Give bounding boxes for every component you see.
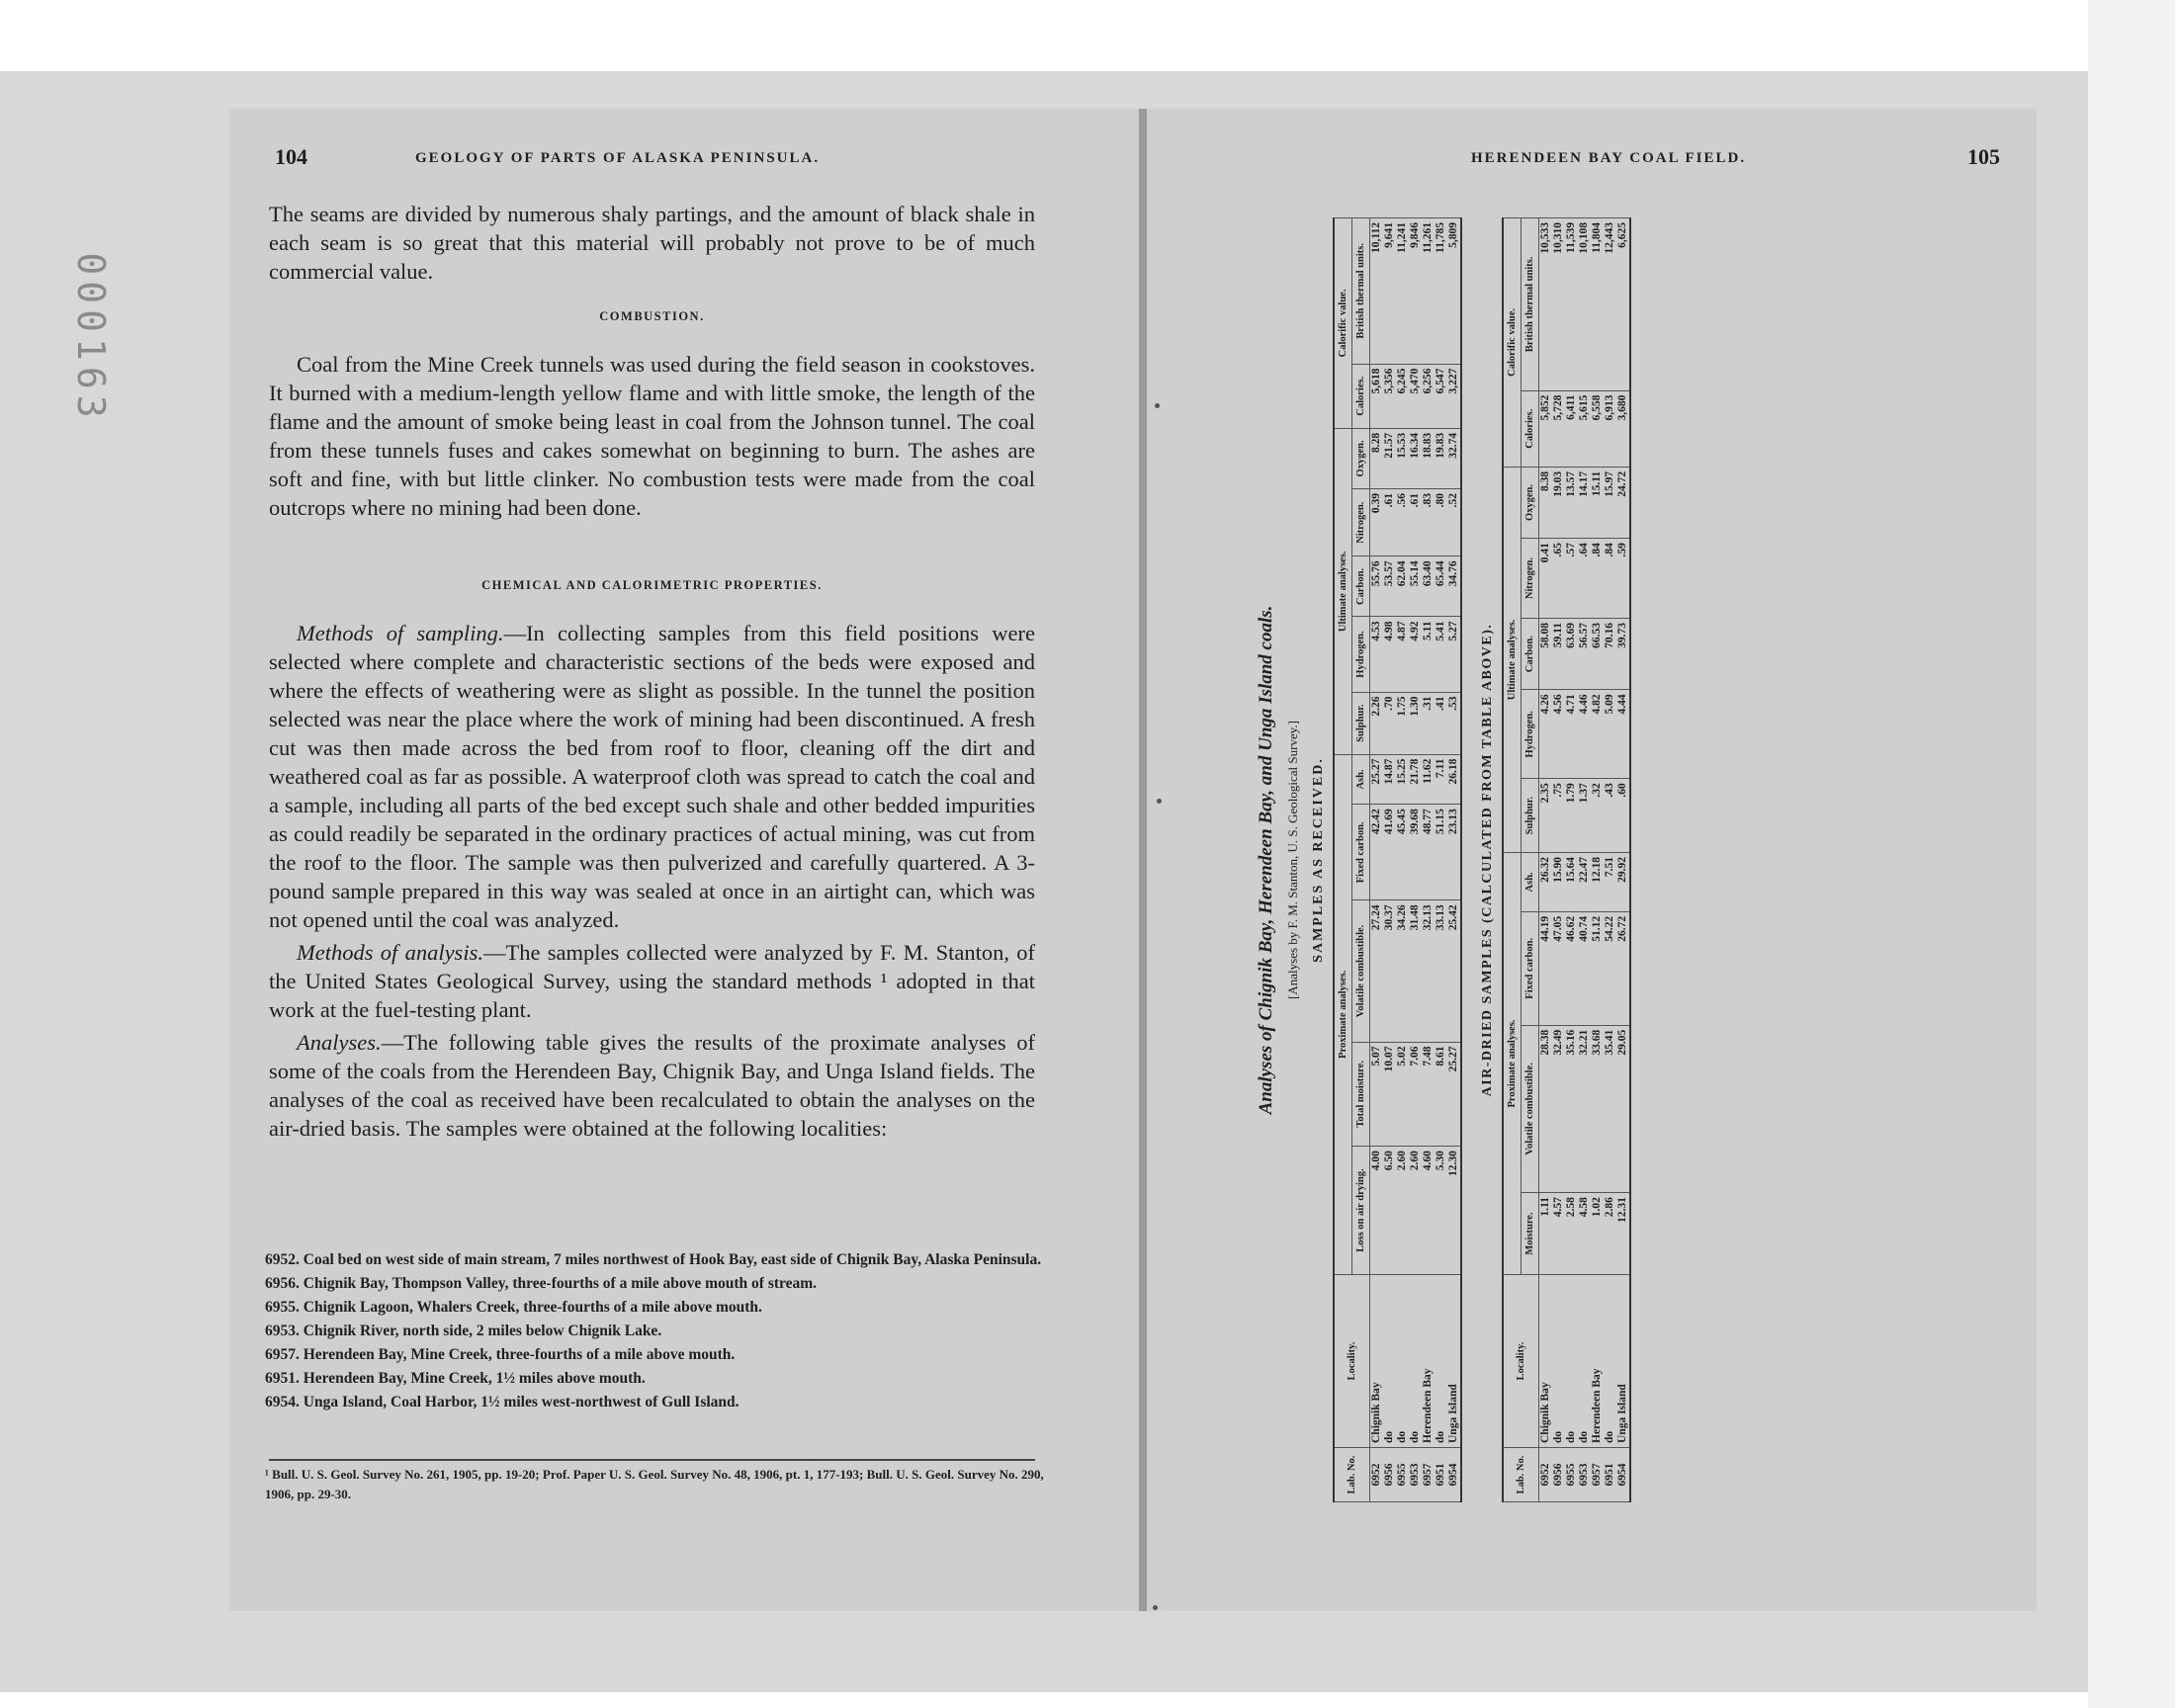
value-cell: 40.74	[1578, 911, 1591, 1025]
value-cell: 14.17	[1578, 467, 1591, 538]
value-cell: 66.53	[1591, 619, 1604, 690]
table-row	[1591, 218, 1604, 1502]
value-cell: 32.49	[1552, 1025, 1565, 1192]
analyses-text: —The following table gives the results of the proximate analyses of some of the coals from the Herendeen Bay, Chignik Bay, and Unga Island fields. The analyses of the coal as received have been recalculated to obtain the analyses on the air-dried basis. The samples were obtained at the following localities:	[269, 1030, 1035, 1141]
value-cell: 7.11	[1435, 754, 1447, 805]
value-cell: 11.62	[1422, 754, 1435, 805]
locality-cell: Chignik Bay	[1539, 1275, 1553, 1448]
value-cell: 26.72	[1616, 911, 1630, 1025]
locality-item: 6951. Herendeen Bay, Mine Creek, 1½ miles above mouth.	[265, 1370, 646, 1387]
value-cell: 24.72	[1616, 467, 1630, 538]
value-cell: 4.26	[1539, 690, 1553, 779]
col-loss: Loss on air drying.	[1352, 1147, 1370, 1275]
intro-text: The seams are divided by numerous shaly partings, and the amount of black shale in each seam is so great that this material will probably not prove to be of much commercial value.	[269, 202, 1035, 284]
rotated-analyses-table	[1256, 198, 1967, 1522]
value-cell: 29.92	[1616, 852, 1630, 911]
value-cell: 55.14	[1409, 556, 1422, 617]
locality-item: 6952. Coal bed on west side of main stream, 7 miles northwest of Hook Bay, east side of Chignik Bay, Alaska Peninsula.	[265, 1251, 1042, 1268]
col-ultimate: Ultimate analyses.	[1503, 467, 1522, 852]
value-cell: 1.02	[1591, 1193, 1604, 1275]
value-cell: .31	[1422, 692, 1435, 754]
value-cell: 1.30	[1409, 692, 1422, 754]
value-cell: 63.69	[1565, 619, 1578, 690]
value-cell: 32.74	[1447, 428, 1461, 488]
value-cell: 5,809	[1447, 218, 1461, 365]
col-ash: Ash.	[1522, 852, 1539, 911]
locality-item: 6957. Herendeen Bay, Mine Creek, three-fourths of a mile above mouth.	[265, 1346, 736, 1363]
value-cell: 8.38	[1539, 467, 1553, 538]
value-cell: .84	[1591, 539, 1604, 619]
value-cell: 4.56	[1552, 690, 1565, 779]
received-caption: SAMPLES AS RECEIVED.	[1311, 757, 1326, 963]
value-cell: 47.05	[1552, 911, 1565, 1025]
value-cell: 5,728	[1552, 390, 1565, 467]
col-calorific: Calorific value.	[1334, 218, 1352, 429]
value-cell: 22.47	[1578, 852, 1591, 911]
col-fixed: Fixed carbon.	[1352, 805, 1370, 900]
locality-cell: Herendeen Bay	[1422, 1275, 1435, 1448]
value-cell: 12.31	[1616, 1193, 1630, 1275]
value-cell: 45.45	[1396, 805, 1409, 900]
combustion-heading: COMBUSTION.	[599, 309, 705, 323]
locality-cell: Chignik Bay	[1370, 1275, 1384, 1448]
value-cell: 4.82	[1591, 690, 1604, 779]
value-cell: 8.61	[1435, 1042, 1447, 1147]
value-cell: 25.27	[1447, 1042, 1461, 1147]
value-cell: 26.18	[1447, 754, 1461, 805]
lab-number-cell: 6952	[1539, 1448, 1553, 1502]
value-cell: 15.53	[1396, 428, 1409, 488]
footnote-rule	[269, 1459, 1035, 1461]
col-locality: Locality.	[1503, 1275, 1539, 1448]
value-cell: 7.48	[1422, 1042, 1435, 1147]
localities-list	[265, 1248, 1046, 1414]
value-cell: 62.04	[1396, 556, 1409, 617]
value-cell: 5.30	[1435, 1147, 1447, 1275]
value-cell: 65.44	[1435, 556, 1447, 617]
value-cell: 55.76	[1370, 556, 1384, 617]
value-cell: 34.76	[1447, 556, 1461, 617]
lab-number-cell: 6954	[1616, 1448, 1630, 1502]
lab-number-cell: 6952	[1370, 1448, 1384, 1502]
col-moisture: Moisture.	[1522, 1193, 1539, 1275]
value-cell: 39.73	[1616, 619, 1630, 690]
value-cell: 3,680	[1616, 390, 1630, 467]
value-cell: 4.57	[1552, 1193, 1565, 1275]
methods-section	[269, 619, 1035, 1147]
locality-cell: Herendeen Bay	[1591, 1275, 1604, 1448]
value-cell: 11,785	[1435, 218, 1447, 365]
value-cell: .57	[1565, 539, 1578, 619]
lab-number-cell: 6955	[1565, 1448, 1578, 1502]
value-cell: 33.13	[1435, 900, 1447, 1042]
value-cell: 4.60	[1422, 1147, 1435, 1275]
col-volatile: Volatile combustible.	[1352, 900, 1370, 1042]
value-cell: 6,558	[1591, 390, 1604, 467]
value-cell: 5.27	[1447, 617, 1461, 692]
value-cell: 6,625	[1616, 218, 1630, 391]
value-cell: 59.11	[1552, 619, 1565, 690]
value-cell: 13.57	[1565, 467, 1578, 538]
value-cell: 19.03	[1552, 467, 1565, 538]
value-cell: 4.53	[1370, 617, 1384, 692]
value-cell: 21.57	[1383, 428, 1396, 488]
locality-cell: do	[1552, 1275, 1565, 1448]
value-cell: 6,411	[1565, 390, 1578, 467]
col-calorific: Calorific value.	[1503, 218, 1522, 468]
lab-number-cell: 6953	[1578, 1448, 1591, 1502]
locality-cell: Unga Island	[1616, 1275, 1630, 1448]
value-cell: 23.13	[1447, 805, 1461, 900]
value-cell: 8.28	[1370, 428, 1384, 488]
value-cell: 48.77	[1422, 805, 1435, 900]
value-cell: .75	[1552, 779, 1565, 853]
col-oxygen: Oxygen.	[1522, 467, 1539, 538]
table-row	[1422, 218, 1435, 1502]
value-cell: 15.25	[1396, 754, 1409, 805]
analysis-paragraph	[269, 938, 1035, 1024]
locality-cell: do	[1578, 1275, 1591, 1448]
lab-number-cell: 6951	[1435, 1448, 1447, 1502]
value-cell: .61	[1383, 488, 1396, 555]
value-cell: 4.00	[1370, 1147, 1384, 1275]
table-row	[1616, 218, 1630, 1502]
value-cell: 5,615	[1578, 390, 1591, 467]
value-cell: .52	[1447, 488, 1461, 555]
value-cell: 2.58	[1565, 1193, 1578, 1275]
value-cell: 5,618	[1370, 364, 1384, 428]
col-ash: Ash.	[1352, 754, 1370, 805]
table-row	[1447, 218, 1461, 1502]
locality-item: 6954. Unga Island, Coal Harbor, 1½ miles west-northwest of Gull Island.	[265, 1394, 740, 1410]
value-cell: 5,852	[1539, 390, 1553, 467]
value-cell: 0.41	[1539, 539, 1553, 619]
locality-cell: do	[1604, 1275, 1616, 1448]
value-cell: 41.69	[1383, 805, 1396, 900]
air-dried-caption: AIR-DRIED SAMPLES (CALCULATED FROM TABLE ABOVE).	[1480, 623, 1495, 1097]
value-cell: 19.83	[1435, 428, 1447, 488]
table-row	[1604, 218, 1616, 1502]
value-cell: 0.39	[1370, 488, 1384, 555]
table-row	[1539, 218, 1553, 1502]
col-nitrogen: Nitrogen.	[1522, 539, 1539, 619]
value-cell: 10,533	[1539, 218, 1553, 391]
left-running-title: GEOLOGY OF PARTS OF ALASKA PENINSULA.	[415, 150, 821, 166]
locality-cell: do	[1565, 1275, 1578, 1448]
table-row	[1409, 218, 1422, 1502]
value-cell: 53.57	[1383, 556, 1396, 617]
air-dried-table	[1502, 217, 1631, 1502]
value-cell: 42.42	[1370, 805, 1384, 900]
value-cell: .61	[1409, 488, 1422, 555]
value-cell: 4.58	[1578, 1193, 1591, 1275]
value-cell: 16.34	[1409, 428, 1422, 488]
value-cell: 46.62	[1565, 911, 1578, 1025]
value-cell: 9,846	[1409, 218, 1422, 365]
col-calories: Calories.	[1522, 390, 1539, 467]
col-sulphur: Sulphur.	[1522, 779, 1539, 853]
value-cell: 4.71	[1565, 690, 1578, 779]
value-cell: 4.44	[1616, 690, 1630, 779]
table-row	[1370, 218, 1384, 1502]
col-ultimate: Ultimate analyses.	[1334, 428, 1352, 754]
value-cell: .70	[1383, 692, 1396, 754]
value-cell: 25.42	[1447, 900, 1461, 1042]
value-cell: .64	[1578, 539, 1591, 619]
value-cell: 6,913	[1604, 390, 1616, 467]
value-cell: 5.09	[1604, 690, 1616, 779]
value-cell: 5.11	[1422, 617, 1435, 692]
value-cell: 6,245	[1396, 364, 1409, 428]
col-locality: Locality.	[1334, 1275, 1370, 1448]
value-cell: .41	[1435, 692, 1447, 754]
col-proximate: Proximate analyses.	[1334, 754, 1352, 1274]
value-cell: .56	[1396, 488, 1409, 555]
value-cell: 12,443	[1604, 218, 1616, 391]
sampling-paragraph	[269, 619, 1035, 934]
locality-cell: Unga Island	[1447, 1275, 1461, 1448]
value-cell: 14.87	[1383, 754, 1396, 805]
value-cell: 58.08	[1539, 619, 1553, 690]
col-sulphur: Sulphur.	[1352, 692, 1370, 754]
value-cell: 6,547	[1435, 364, 1447, 428]
value-cell: .59	[1616, 539, 1630, 619]
value-cell: 2.86	[1604, 1193, 1616, 1275]
value-cell: 70.16	[1604, 619, 1616, 690]
col-lab: Lab. No.	[1334, 1448, 1370, 1502]
value-cell: 18.83	[1422, 428, 1435, 488]
value-cell: 11,241	[1396, 218, 1409, 365]
col-hydrogen: Hydrogen.	[1522, 690, 1539, 779]
table-row	[1565, 218, 1578, 1502]
value-cell: 2.35	[1539, 779, 1553, 853]
locality-item: 6956. Chignik Bay, Thompson Valley, three-fourths of a mile above mouth of stream.	[265, 1275, 818, 1292]
value-cell: 30.37	[1383, 900, 1396, 1042]
value-cell: 11,539	[1565, 218, 1578, 391]
lab-number-cell: 6954	[1447, 1448, 1461, 1502]
col-calories: Calories.	[1352, 364, 1370, 428]
value-cell: 29.05	[1616, 1025, 1630, 1192]
value-cell: 10.07	[1383, 1042, 1396, 1147]
value-cell: 15.90	[1552, 852, 1565, 911]
value-cell: 1.11	[1539, 1193, 1553, 1275]
scan-edge	[2088, 0, 2175, 1708]
scan-speck	[1155, 403, 1160, 408]
value-cell: 27.24	[1370, 900, 1384, 1042]
value-cell: 2.60	[1409, 1147, 1422, 1275]
table-row	[1383, 218, 1396, 1502]
col-oxygen: Oxygen.	[1352, 428, 1370, 488]
value-cell: 2.60	[1396, 1147, 1409, 1275]
value-cell: 28.38	[1539, 1025, 1553, 1192]
table-row	[1396, 218, 1409, 1502]
locality-cell: do	[1435, 1275, 1447, 1448]
left-page-number: 104	[275, 144, 307, 169]
value-cell: 21.78	[1409, 754, 1422, 805]
col-hydrogen: Hydrogen.	[1352, 617, 1370, 692]
value-cell: 10,108	[1578, 218, 1591, 391]
value-cell: 4.92	[1409, 617, 1422, 692]
chemical-heading: CHEMICAL AND CALORIMETRIC PROPERTIES.	[481, 578, 823, 592]
scan-speck	[1157, 799, 1162, 804]
value-cell: 7.51	[1604, 852, 1616, 911]
scan-speck	[1153, 1605, 1158, 1610]
value-cell: 10,112	[1370, 218, 1384, 365]
lab-number-cell: 6956	[1552, 1448, 1565, 1502]
value-cell: 4.87	[1396, 617, 1409, 692]
value-cell: 33.68	[1591, 1025, 1604, 1192]
value-cell: 51.15	[1435, 805, 1447, 900]
lab-number-cell: 6957	[1422, 1448, 1435, 1502]
value-cell: 5,470	[1409, 364, 1422, 428]
value-cell: .43	[1604, 779, 1616, 853]
value-cell: 2.26	[1370, 692, 1384, 754]
value-cell: .32	[1591, 779, 1604, 853]
value-cell: 5.41	[1435, 617, 1447, 692]
value-cell: 51.12	[1591, 911, 1604, 1025]
value-cell: 10,310	[1552, 218, 1565, 391]
value-cell: .65	[1552, 539, 1565, 619]
value-cell: 5,356	[1383, 364, 1396, 428]
combustion-text: Coal from the Mine Creek tunnels was used during the field season in cookstoves. It burned with a medium-length yellow flame and with little smoke, the length of the flame and the amount of smoke being least in coal from the Johnson tunnel. The coal from these tunnels fuses and cakes somewhat on beginning to burn. The ashes are soft and fine, with but little clinker. No combustion tests were made from the coal outcrops where no mining had been done.	[269, 352, 1035, 520]
archive-stamp-number: 000163	[69, 252, 113, 424]
value-cell: 39.68	[1409, 805, 1422, 900]
table-title: Analyses of Chignik Bay, Herendeen Bay, and Unga Island coals.	[1256, 605, 1276, 1115]
value-cell: 1.37	[1578, 779, 1591, 853]
value-cell: .80	[1435, 488, 1447, 555]
col-total-moisture: Total moisture.	[1352, 1042, 1370, 1147]
combustion-paragraph	[269, 350, 1035, 526]
lab-number-cell: 6957	[1591, 1448, 1604, 1502]
value-cell: 35.16	[1565, 1025, 1578, 1192]
book-gutter	[1139, 109, 1147, 1611]
value-cell: .84	[1604, 539, 1616, 619]
locality-cell: do	[1409, 1275, 1422, 1448]
footnote: ¹ Bull. U. S. Geol. Survey No. 261, 1905, pp. 19-20; Prof. Paper U. S. Geol. Survey No. 48, 1906, pt. 1, 177-193; Bull. U. S. Geol. Survey No. 290, 1906, pp. 29-30.	[265, 1467, 1044, 1501]
analyses-lead: Analyses.	[297, 1030, 382, 1055]
value-cell: 32.21	[1578, 1025, 1591, 1192]
value-cell: 31.48	[1409, 900, 1422, 1042]
col-proximate: Proximate analyses.	[1503, 852, 1522, 1274]
received-table-body	[1370, 218, 1462, 1502]
col-carbon: Carbon.	[1522, 619, 1539, 690]
locality-cell: do	[1383, 1275, 1396, 1448]
value-cell: 7.06	[1409, 1042, 1422, 1147]
value-cell: 54.22	[1604, 911, 1616, 1025]
right-page-number: 105	[1967, 144, 2000, 169]
intro-paragraph	[269, 200, 1035, 290]
col-btu: British thermal units.	[1522, 218, 1539, 391]
value-cell: 6,256	[1422, 364, 1435, 428]
sampling-text: —In collecting samples from this field positions were selected where complete and characteristic sections of the beds were exposed and where the effects of weathering were as slight as possible. In the tunnel the position selected was near the place where the work of mining had been discontinued. A fresh cut was then made across the bed from roof to floor, cleaning off the dirt and weathered coal as far as possible. A waterproof cloth was spread to catch the coal and a sample, including all parts of the bed except such shale and other bedded impurities as could readily be separated in the ordinary practices of actual mining, was cut from the roof to the floor. The sample was then pulverized and carefully quartered. A 3-pound sample prepared in this way was sealed at once in an airtight can, which was not opened until the coal was analyzed.	[269, 621, 1035, 932]
value-cell: 44.19	[1539, 911, 1553, 1025]
value-cell: 6.50	[1383, 1147, 1396, 1275]
lab-number-cell: 6951	[1604, 1448, 1616, 1502]
value-cell: 11,261	[1422, 218, 1435, 365]
locality-cell: do	[1396, 1275, 1409, 1448]
value-cell: 1.79	[1565, 779, 1578, 853]
value-cell: 5.02	[1396, 1042, 1409, 1147]
col-carbon: Carbon.	[1352, 556, 1370, 617]
right-running-title: HERENDEEN BAY COAL FIELD.	[1471, 150, 1747, 166]
value-cell: 4.98	[1383, 617, 1396, 692]
col-btu: British thermal units.	[1352, 218, 1370, 365]
value-cell: 15.11	[1591, 467, 1604, 538]
table-row	[1435, 218, 1447, 1502]
value-cell: 35.41	[1604, 1025, 1616, 1192]
table-subtitle: [Analyses by F. M. Stanton, U. S. Geological Survey.]	[1285, 721, 1300, 999]
value-cell: 12.18	[1591, 852, 1604, 911]
air-dried-table-body	[1539, 218, 1631, 1502]
value-cell: 56.57	[1578, 619, 1591, 690]
value-cell: 3,227	[1447, 364, 1461, 428]
received-table	[1333, 217, 1462, 1502]
lab-number-cell: 6955	[1396, 1448, 1409, 1502]
col-nitrogen: Nitrogen.	[1352, 488, 1370, 555]
value-cell: 9,641	[1383, 218, 1396, 365]
value-cell: 63.40	[1422, 556, 1435, 617]
value-cell: 15.97	[1604, 467, 1616, 538]
value-cell: 32.13	[1422, 900, 1435, 1042]
archive-stamp	[61, 247, 121, 445]
value-cell: .60	[1616, 779, 1630, 853]
value-cell: 1.75	[1396, 692, 1409, 754]
col-fixed: Fixed carbon.	[1522, 911, 1539, 1025]
locality-item: 6953. Chignik River, north side, 2 miles below Chignik Lake.	[265, 1323, 662, 1339]
lab-number-cell: 6953	[1409, 1448, 1422, 1502]
col-volatile: Volatile combustible.	[1522, 1025, 1539, 1192]
value-cell: 34.26	[1396, 900, 1409, 1042]
analysis-lead: Methods of analysis.	[297, 940, 483, 965]
value-cell: 11,804	[1591, 218, 1604, 391]
value-cell: 4.46	[1578, 690, 1591, 779]
col-lab: Lab. No.	[1503, 1448, 1539, 1502]
value-cell: 5.07	[1370, 1042, 1384, 1147]
locality-item: 6955. Chignik Lagoon, Whalers Creek, three-fourths of a mile above mouth.	[265, 1299, 762, 1316]
analyses-paragraph	[269, 1028, 1035, 1143]
table-row	[1578, 218, 1591, 1502]
value-cell: .83	[1422, 488, 1435, 555]
analysis-text: —The samples collected were analyzed by F. M. Stanton, of the United States Geological Survey, using the standard methods ¹ adopted in that work at the fuel-testing plant.	[269, 940, 1035, 1022]
sampling-lead: Methods of sampling.	[297, 621, 504, 645]
value-cell: .53	[1447, 692, 1461, 754]
lab-number-cell: 6956	[1383, 1448, 1396, 1502]
value-cell: 15.64	[1565, 852, 1578, 911]
value-cell: 26.32	[1539, 852, 1553, 911]
value-cell: 25.27	[1370, 754, 1384, 805]
value-cell: 12.30	[1447, 1147, 1461, 1275]
table-row	[1552, 218, 1565, 1502]
